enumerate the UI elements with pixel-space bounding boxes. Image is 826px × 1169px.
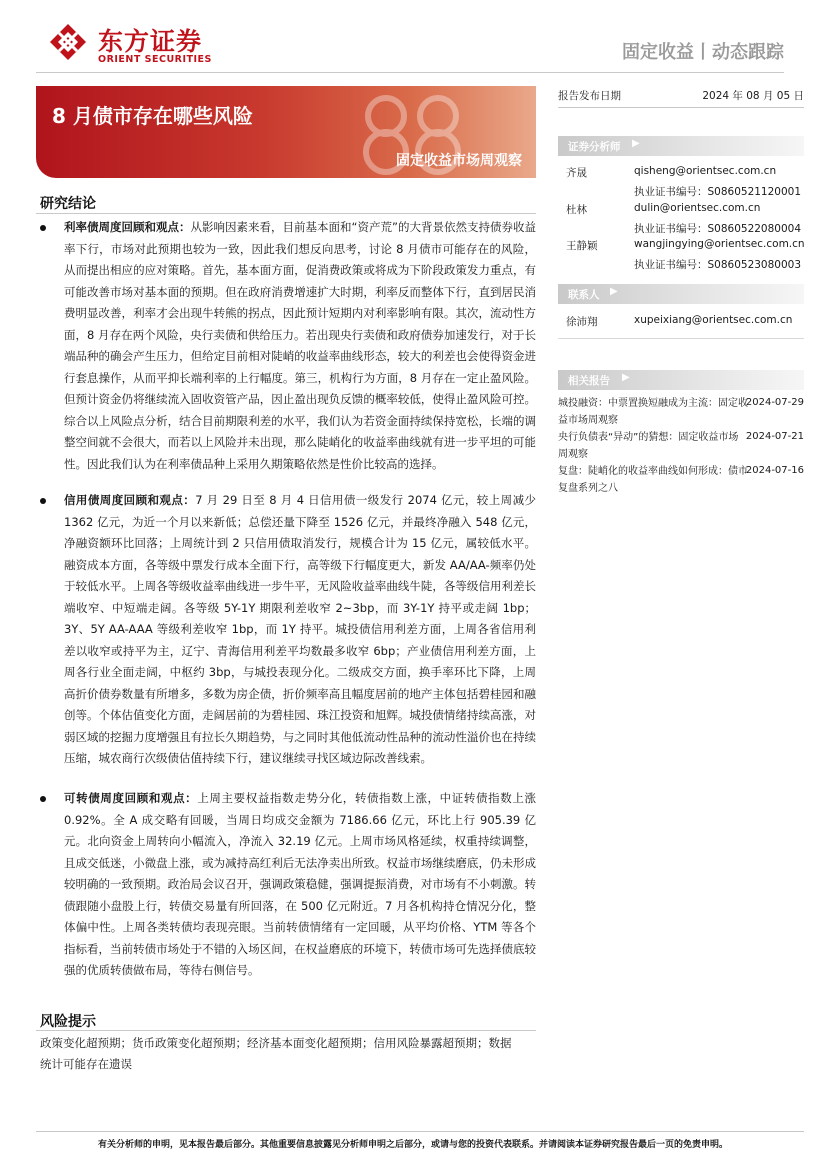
analysts-header bbox=[558, 136, 804, 156]
bullet-text: 7 月 29 日至 8 月 4 日信用债一级发行 2074 亿元，较上周减少 1362 亿元，为近一个月以来新低；总偿还量下降至 1526 亿元，并最终净融入 548 亿元，净融资额环比回落；上周统计到 2 只信用债取消发行，规模合计为 15 亿元，属较低水平。融资成本方面，各等级中票发行成本全面下行，高等级下行幅度更大，新发 AA/AA-频率仍处于较低水平。上周各等级收益率曲线进一步牛平，无风险收益率曲线牛陡，各等级信用利差长端收窄、中短端走阔。各等级 5Y-1Y 期限利差收窄 2~3bp，而 3Y-1Y 持平或走阔 1bp； 3Y、5Y AA-AAA 等级利差收窄 1bp，而 1Y 持平。城投债信用利差方面，上周各省信用利差以收窄或持平为主，辽宁、青海信用利差平均数最多收窄 6bp；产业债信用利差方面，上周各行业全面走阔，中枢约 3bp，与城投表现分化。二级成交方面，换手率环比下降，上周高折价债券数量有所增多，多数为房企债，折价频率高且幅度居前的地产主体包括碧桂园和融创等。个体估值变化方面，走阔居前的为碧桂园、珠江投资和旭辉。城投债情绪持续高涨，对弱区域的挖掘力度增强且有拉长久期趋势，与之同时其他低流动性品种的流动性溢价也在持续压缩，城农商行次级债估值持续下行，建议继续寻找区域边际改善线索。 bbox=[64, 493, 537, 765]
related-report-link[interactable]: 城投融资：中票置换短融成为主流：固定收益市场周观察 bbox=[558, 398, 748, 426]
risk-heading: 风险提示 bbox=[40, 1014, 96, 1030]
orient-logo-icon bbox=[48, 22, 88, 62]
arrow-right-icon: ▶ bbox=[610, 286, 618, 297]
report-title: 8 月债市存在哪些风险 bbox=[52, 104, 253, 128]
contact-name: 徐沛翔 bbox=[566, 316, 598, 328]
research-divider bbox=[36, 213, 536, 214]
arrow-right-icon: ▶ bbox=[622, 372, 630, 383]
logo-text-cn: 东方证券 bbox=[98, 27, 203, 56]
bullet-label: 可转债周度回顾和观点： bbox=[64, 791, 198, 805]
risk-divider bbox=[36, 1030, 536, 1031]
research-heading: 研究结论 bbox=[40, 196, 96, 212]
title-banner bbox=[36, 86, 536, 178]
arrow-right-icon: ▶ bbox=[632, 138, 640, 149]
risk-text: 政策变化超预期；货币政策变化超预期；经济基本面变化超预期；信用风险暴露超预期；数据统计可能存在遗误 bbox=[40, 1036, 512, 1071]
footer-divider bbox=[36, 1131, 804, 1132]
bullet-text: 上周主要权益指数走势分化，转债指数上涨，中证转债指数上涨 0.92%。全 A 成交略有回暖，当周日均成交金额为 7186.66 亿元，环比上行 905.39 亿元。北向资金上周转向小幅流入，净流入 32.19 亿元。上周市场风格延续，权重持续调整，且成交低迷，小微盘上涨，或为减持高红利后无法净卖出所致。权益市场继续磨底，仍未形成较明确的一致预期。政治局会议召开，强调政策稳健，强调提振消费，对市场有不小刺激。转债跟随小盘股上行，转债交易量有所回落，在 500 亿元附近。7 月各机构持仓情况分化，整体偏中性。上周各类转债均表现亮眼。当前转债情绪有一定回暖，从平均价格、YTM 等各个指标看，当前转债市场处于不错的入场区间，在权益磨底的环境下，转债市场可先选择债底较强的优质转债做布局，等待右侧信号。 bbox=[64, 791, 537, 977]
analyst-email[interactable]: qisheng@orientsec.com.cn bbox=[634, 165, 777, 177]
analysts-heading: 证券分析师 bbox=[568, 141, 621, 153]
report-series: 固定收益市场周观察 bbox=[396, 153, 522, 169]
related-report-date: 2024-07-16 bbox=[745, 465, 804, 476]
bullet-credit bbox=[40, 490, 536, 770]
analyst-email[interactable]: dulin@orientsec.com.cn bbox=[634, 202, 761, 214]
bullet-text: 从影响因素来看，目前基本面和“资产荒”的大背景依然支持债券收益率下行，市场对此预期也较为一致，因此我们想反向思考，讨论 8 月债市可能存在的风险，从而提出相应的应对策略。首先，基本面方面，促消费政策或将成为下阶段政策发力重点，有可能改善市场对基本面的预期。但在政府消费增速扩大时期，利率反而整体下行，直到居民消费明显改善，利率才会出现牛转熊的拐点，因此预计短期内对利率影响有限。其次，流动性方面，8 月存在两个风险，央行卖债和供给压力。若出现央行卖债和政府债券加速发行，对于长端品种的确会产生压力，但给定目前相对陡峭的收益率曲线形态，较大的利差也会使得资金进行套息操作，从而平抑长端利率的上行幅度。第三，机构行为方面，8 月存在一定止盈风险。但预计资金仍将继续流入固收资管产品，因止盈出现负反馈的概率较低，使得止盈风险可控。综合以上风险点分析，结合目前期限利差的水平，我们认为若资金面持续保持宽松，长端的调整空间就不会很大，而若以上风险并未出现，那么陡峭化的收益率曲线就有进一步平坦的可能性。因此我们认为在利率债品种上采用久期策略依然是性价比较高的选择。 bbox=[64, 220, 537, 471]
related-report-date: 2024-07-21 bbox=[745, 431, 804, 442]
bullet-rates bbox=[40, 217, 536, 475]
related-report-link[interactable]: 复盘：陡峭化的收益率曲线如何形成：债市复盘系列之八 bbox=[558, 466, 748, 494]
contact-email[interactable]: xupeixiang@orientsec.com.cn bbox=[634, 314, 793, 326]
bullet-label: 利率债周度回顾和观点： bbox=[64, 220, 191, 234]
date-divider bbox=[558, 107, 804, 108]
contact-heading: 联系人 bbox=[568, 289, 600, 301]
analyst-cert: 执业证书编号：S0860523080003 bbox=[634, 259, 802, 271]
analyst-cert: 执业证书编号：S0860521120001 bbox=[634, 186, 802, 198]
report-category: 固定收益丨动态跟踪 bbox=[622, 42, 784, 63]
bullet-label: 信用债周度回顾和观点： bbox=[64, 493, 196, 507]
analyst-name: 齐晟 bbox=[566, 167, 587, 179]
analyst-name: 杜林 bbox=[566, 204, 587, 216]
contact-divider bbox=[558, 338, 804, 339]
contact-header bbox=[558, 284, 804, 304]
publish-date-label: 报告发布日期 bbox=[558, 90, 621, 102]
footer-disclaimer: 有关分析师的申明，见本报告最后部分。其他重要信息披露见分析师申明之后部分，或请与您的投资代表联系。并请阅读本证券研究报告最后一页的免责申明。 bbox=[97, 1140, 728, 1150]
bullet-dot-icon bbox=[40, 796, 46, 802]
logo-text-en: ORIENT SECURITIES bbox=[98, 54, 212, 65]
analyst-email[interactable]: wangjingying@orientsec.com.cn bbox=[634, 238, 805, 250]
header-divider bbox=[36, 72, 784, 73]
related-reports-header bbox=[558, 370, 804, 390]
bullet-dot-icon bbox=[40, 225, 46, 231]
bullet-dot-icon bbox=[40, 498, 46, 504]
analyst-cert: 执业证书编号：S0860522080004 bbox=[634, 223, 802, 235]
related-reports-heading: 相关报告 bbox=[568, 375, 610, 387]
related-report-link[interactable]: 央行负债表“异动”的猜想：固定收益市场周观察 bbox=[558, 432, 739, 460]
analyst-name: 王静颖 bbox=[566, 240, 598, 252]
bullet-convertible bbox=[40, 788, 536, 982]
publish-date-value: 2024 年 08 月 05 日 bbox=[702, 90, 804, 102]
related-report-date: 2024-07-29 bbox=[745, 397, 804, 408]
company-logo bbox=[48, 20, 228, 66]
